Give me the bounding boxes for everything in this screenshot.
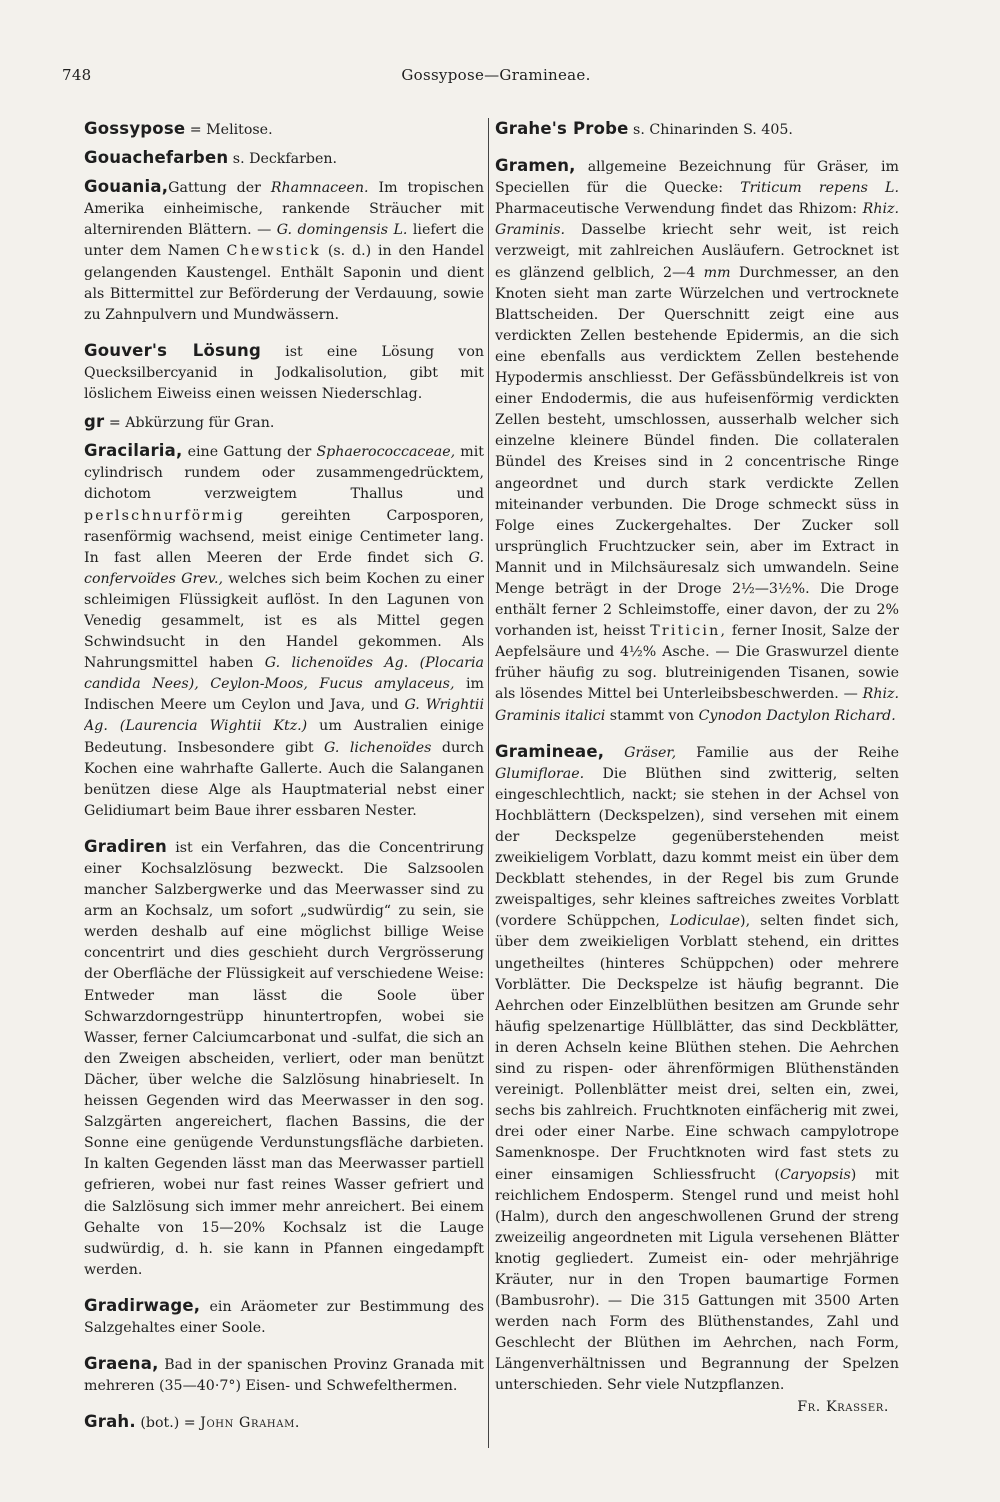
dictionary-entry [84,440,484,822]
entry-text: allgemeine Bezeichnung für Gräser, im Speciellen für die Quecke: [495,159,899,197]
entry-text: Triticum repens L. [740,180,899,197]
entry-headword: Gouachefarben [84,148,229,168]
dictionary-entry [84,1411,484,1434]
entry-headword: gr [84,412,105,432]
entry-text: im Indischen Meere um Ceylon und Java, und [84,676,484,714]
entry-text: G. lichenoïdes Ag. (Plocaria candida Nees), Ceylon-Moos, Fucus amylaceus, [84,655,484,693]
entry-text [604,745,624,761]
entry-text: Gräser, [624,744,677,761]
entry-headword: Grah. [84,1412,136,1432]
entry-text: ist ein Verfahren, das die Concentrirung einer Kochsalzlösung bezweckt. Die Salzsoolen mancher Salzbergwerke und das Meerwasser sind zu arm an Kochsalz, um sofort „sudwürdig“ zu sein, sie werden deshalb auf eine möglichst billige Weise concentrirt und dies geschieht durch Vergrösserung der Oberfläche der Flüssigkeit auf verschiedene Weise: Entweder man lässt die Soole über Schwarzdorngestrüpp hinuntertropfen, wobei sie Wasser, ferner Calciumcarbonat und -sulfat, die sich an den Zweigen abscheiden, verliert, oder man benützt Dächer, über welche die Salzlösung hinabrieselt. In heissen Gegenden wird das Meerwasser in den sog. Salzgärten angereichert, flachen Bassins, die der Sonne eine genügende Verdunstungsfläche darbieten. In kalten Gegenden lässt man das Meerwasser partiell gefrieren, wobei nur fast reines Wasser gefriert und die Salzlösung sich immer mehr anreichert. Bei einem Gehalte von 15—20% Kochsalz ist die Lauge sudwürdig, d. h. sie kann in Pfannen eingedampft werden. [84,839,484,1278]
entry-text: Sphaerococcaceae, [316,444,456,461]
author-signature: Fr. Krasser. [797,1398,889,1415]
dictionary-entry [84,1295,484,1339]
dictionary-entry [84,147,484,170]
dictionary-entry [84,411,484,434]
dictionary-entry [84,836,484,1281]
entry-text: ) mit reichlichem Endosperm. Stengel rund und meist hohl (Halm), durch den angeschwollenen Grund der streng zweizeilig angeordneten mit Ligula versehenen Blätter knotig gegliedert. Zumeist ein- oder mehrjährige Kräuter, nur in den Tropen baumartige Formen (Bambusrohr). — Die 315 Gattungen mit 3500 Arten werden nach Form des Blüthenstandes, Zahl und Geschlecht der Blüthen im Aehrchen, nach Form, Längenverhältnissen und Begrannung der Spelzen unterschieden. Sehr viele Nutzpflanzen. [495,1166,899,1394]
entry-text: gereihten Carposporen, rasenförmig wachsend, meist einige Centimeter lang. In fast allen Meeren der Erde findet sich [84,507,484,566]
entry-text: s. Chinarinden S. 405. [628,122,793,138]
entry-text: Bad in der spanischen Provinz Granada mit mehreren (35—40·7°) Eisen- und Schwefelthermen. [84,1357,484,1395]
entry-text: ferner Inosit, Salze der Aepfelsäure und 4½% Asche. — Die Graswurzel diente früher häufig zu sog. blutreinigenden Tisanen, sowie als lösendes Mittel bei Unterleibsbeschwerden. — [495,623,899,703]
entry-text: Dasselbe kriecht sehr weit, ist reich verzweigt, mit zahlreichen Ausläufern. Getrocknet ist es glänzend gelblich, 2—4 [495,222,899,281]
entry-text: Rhiz. Graminis italici [495,686,899,724]
entry-text: Im tropischen Amerika einheimische, rankende Sträucher mit alternirenden Blättern. — [84,180,484,239]
entry-text: Lodiculae [669,913,741,930]
entry-text: (s. d.) in den Handel gelangenden Kaustengel. Enthält Saponin und dient als Bittermittel zur Beförderung der Verdauung, sowie zu Zahnpulvern und Mundwässern. [84,243,484,323]
entry-headword: Gracilaria, [84,441,183,461]
entry-text: perlschnurförmig [84,507,246,524]
column-divider [488,118,489,1448]
entry-text: Familie aus der Reihe [676,744,899,761]
entry-headword: Gramen, [495,156,576,176]
entry-text: G. Wrightii Ag. (Laurencia Wightii Ktz.) [84,697,484,735]
right-column [495,118,899,1463]
entry-text: Durchmesser, an den Knoten sieht man zarte Würzelchen und vertrocknete Blattscheiden. Der Querschnitt zeigt eine aus verdickten Zellen bestehende Epidermis, an die sich eine ebenfalls aus verdicktem Zellen bestehende Hypodermis anschliesst. Der Gefässbündelkreis ist von einer Endodermis, die aus hufeisenförmig verdickten Zellen besteht, umschlossen, ausserhalb welcher sich einzelne kleinere Bündel finden. Die collateralen Bündel des Kreises sind in 2 concentrische Ringe angeordnet und durch stark verdickte Zellen miteinander verbunden. Die Droge schmeckt süss in Folge eines Zuckergehaltes. Der Zucker soll ursprünglich Fruchtzucker sein, aber im Extract in Mannit und in Milchsäuresalz sich umwandeln. Seine Menge beträgt in der Droge 2½—3½%. Die Droge enthält ferner 2 Schleimstoffe, einer davon, der zu 2% vorhanden ist, heisst [495,264,899,640]
entry-text: eine Gattung der [182,444,317,461]
entry-headword: Grahe's Probe [495,119,629,138]
entry-text: Die Blüthen sind zwitterig, selten eingeschlechtlich, nackt; sie stehen in der Achsel von Hochblättern (Deckspelzen), sind versehen mit einem der Deckspelze gegenüberstehenden meist zweikieligem Vorblatt, dazu kommt meist ein über dem Deckblatt stehendes, in der Regel bis zum Grunde zweispaltiges, sehr kleines saftreiches zweites Vorblatt (vordere Schüppchen, [495,765,899,930]
entry-headword: Gouania, [84,177,169,197]
entry-text: (bot.) = [135,1415,201,1432]
entry-text: mm [703,264,731,281]
dictionary-entry [84,176,484,326]
entry-text: durch Kochen eine wahrhafte Gallerte. Auch die Salanganen benützen diese Alge als Hauptmaterial nebst einer Gelidiumart beim Baue ihrer essbaren Nester. [84,739,484,819]
left-column [84,118,484,1463]
entry-text: Caryopsis [779,1166,851,1183]
entry-text: Glumiflorae. [495,765,585,782]
page-header [62,66,930,90]
entry-text: s. Deckfarben. [228,151,338,168]
entry-text: ein Aräometer zur Bestimmung des Salzgehaltes einer Soole. [84,1298,484,1336]
dictionary-entry [84,118,484,141]
entry-text: G. confervoïdes Grev., [84,549,484,587]
entry-headword: Gradiren [84,836,167,856]
entry-text: G. domingensis L. [276,222,408,239]
running-title: Gossypose—Gramineae. [401,66,591,84]
entry-text: um Australien einige Bedeutung. Insbesondere gibt [84,718,484,756]
entry-text: Rhamnaceen. [270,180,369,197]
dictionary-entry [84,1353,484,1397]
dictionary-entry [84,340,484,405]
entry-text: John Graham. [200,1415,301,1432]
entry-text: Pharmaceutische Verwendung findet das Rhizom: [495,201,863,218]
entry-text: = Melitose. [185,122,273,138]
entry-headword: Gradirwage, [84,1295,201,1315]
entry-headword: Gouver's Lösung [84,340,261,360]
page-number: 748 [62,66,92,84]
dictionary-entry [495,155,899,727]
entry-headword: Graena, [84,1354,159,1374]
entry-text: liefert die unter dem Namen [84,222,484,260]
entry-text: welches sich beim Kochen zu einer schleimigen Flüssigkeit auflöst. In den Lagunen von Venedig gesammelt, ist es als Mittel gegen Schwindsucht in den Handel gekommen. Als Nahrungsmittel haben [84,570,484,672]
entry-text: Chewstick [226,243,321,260]
entry-text: mit cylindrisch rundem oder zusammengedrücktem, dichotom verzweigtem Thallus und [84,444,484,503]
entry-text: stammt von [605,707,699,724]
entry-text: ), selten findet sich, über dem zweikieligen Vorblatt stehend, ein drittes ungetheiltes (hinteres Schüppchen) oder mehrere Vorblätter. Die Deckspelze ist häufig begrannt. Die Aehrchen oder Einzelblüthen besitzen am Grunde sehr häufig spelzenartige Hüllblätter, das sind Deckblätter, in deren Achseln keine Blüthen stehen. Die Aehrchen sind zu rispen- oder ährenförmigen Blüthenständen vereinigt. Pollenblätter meist drei, selten ein, zwei, sechs bis zahlreich. Fruchtknoten einfächerig mit zwei, drei oder einer Narbe. Eine schwach campylotrope Samenknospe. Der Fruchtknoten wird fast stets zu einer einsamigen Schliessfrucht ( [495,913,899,1183]
entry-text: Gattung der [168,180,271,197]
entry-headword: Gramineae, [495,741,605,761]
entry-text: G. lichenoïdes [324,739,432,756]
dictionary-entry [495,118,899,141]
entry-text: Triticin, [650,623,728,640]
entry-text: Rhiz. Graminis. [495,201,899,239]
entry-headword: Gossypose [84,119,186,138]
dictionary-entry [495,741,899,1418]
entry-text: = Abkürzung für Gran. [104,415,275,432]
entry-text: Cynodon Dactylon Richard. [698,707,896,724]
entry-text: ist eine Lösung von Quecksilbercyanid in Jodkalisolution, gibt mit löslichem Eiweiss einen weissen Niederschlag. [84,343,484,403]
